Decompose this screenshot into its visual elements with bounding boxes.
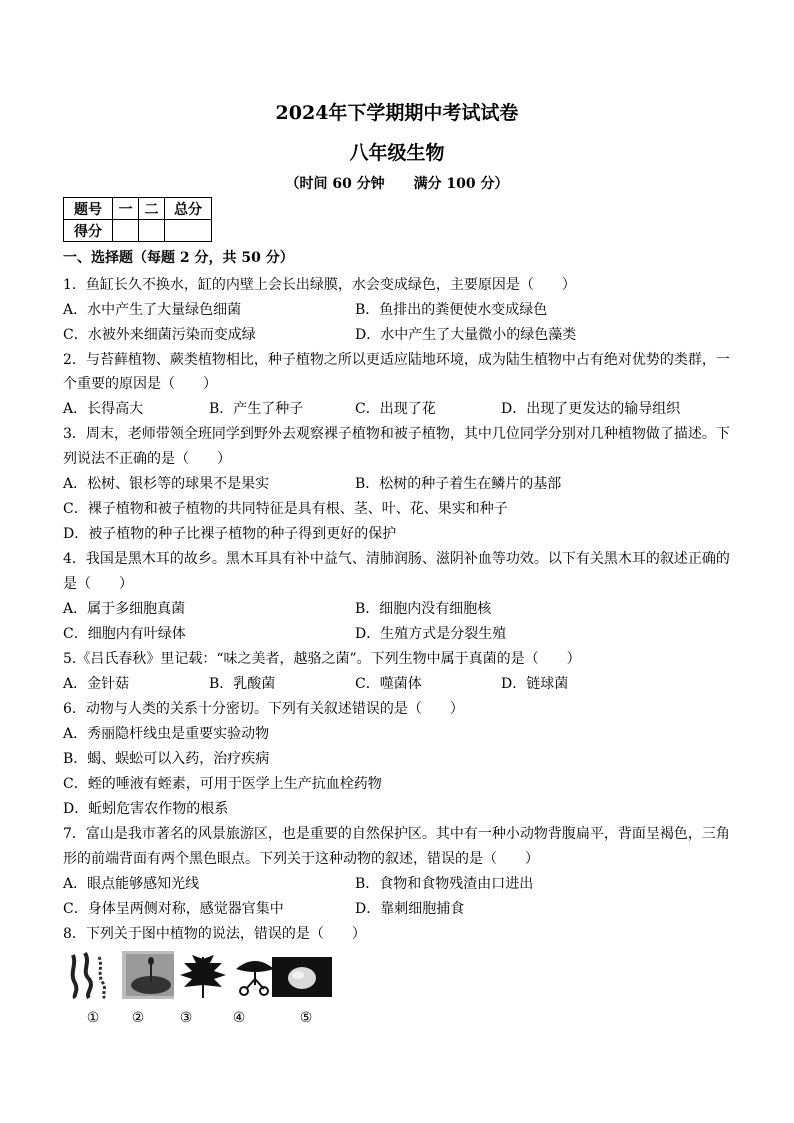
option: C．裸子植物和被子植物的共同特征是具有根、茎、叶、花、果实和种子 — [63, 501, 508, 517]
option: B．产生了种子 — [209, 401, 304, 417]
question-stem: 5.《吕氏春秋》里记载：“味之美者，越骆之菌”。下列生物中属于真菌的是（ ） — [63, 651, 581, 667]
figure-label: ② — [131, 1010, 145, 1026]
option: C．噬菌体 — [355, 676, 422, 692]
option: B．松树的种子着生在鳞片的基部 — [355, 476, 562, 492]
exam-title: 2024年下学期期中考试试卷 — [275, 102, 519, 124]
moss-image — [122, 951, 180, 999]
option: D．靠刺细胞捕食 — [355, 901, 465, 917]
question-stem: 1．鱼缸长久不换水，缸的内壁上会长出绿膜，水会变成绿色，主要原因是（ ） — [63, 277, 576, 293]
option: C．出现了花 — [355, 401, 436, 417]
question-stem: 2．与苔藓植物、蕨类植物相比，种子植物之所以更适应陆地环境，成为陆生植物中占有绝对优势的类群，一 — [63, 352, 730, 368]
score-cell: 一 — [113, 198, 139, 220]
figure-label: ① — [86, 1010, 100, 1026]
option: A．眼点能够感知光线 — [63, 876, 200, 892]
score-input-cell[interactable] — [113, 220, 139, 242]
option: B．蝎、蜈蚣可以入药，治疗疾病 — [63, 751, 270, 767]
option: B．食物和食物残渣由口进出 — [355, 876, 534, 892]
score-input-cell[interactable] — [139, 220, 165, 242]
score-input-cell[interactable] — [165, 220, 212, 242]
score-cell: 二 — [139, 198, 165, 220]
fern-image — [174, 951, 232, 999]
option: A．属于多细胞真菌 — [63, 601, 186, 617]
option: A．金针菇 — [63, 676, 130, 692]
option: D．出现了更发达的输导组织 — [501, 401, 681, 417]
option: B．鱼排出的粪便使水变成绿色 — [355, 302, 548, 318]
section-heading: 一、选择题（每题 2 分，共 50 分） — [63, 250, 294, 266]
option: C．蛭的唾液有蛭素，可用于医学上生产抗血栓药物 — [63, 776, 382, 792]
question-stem: 是（ ） — [63, 576, 133, 592]
option: D．蚯蚓危害农作物的根系 — [63, 801, 229, 817]
exam-time: （时间 60 分钟 — [285, 176, 385, 192]
option: C．细胞内有叶绿体 — [63, 626, 186, 642]
option: B．细胞内没有细胞核 — [355, 601, 492, 617]
score-table-row — [64, 220, 212, 242]
score-cell: 得分 — [64, 220, 113, 242]
option: D．链球菌 — [501, 676, 569, 692]
figure-label: ⑤ — [299, 1010, 313, 1026]
exam-time-info — [0, 173, 794, 193]
option: B．乳酸菌 — [209, 676, 276, 692]
exam-subject: 八年级生物 — [349, 142, 445, 164]
option: D．水中产生了大量微小的绿色藻类 — [355, 327, 577, 343]
exam-full-score: 满分 100 分） — [413, 176, 509, 192]
seed-image — [272, 957, 332, 997]
question-stem: 个重要的原因是（ ） — [63, 376, 217, 392]
option: A．松树、银杉等的球果不是果实 — [63, 476, 270, 492]
question-stem: 3．周末，老师带领全班同学到野外去观察裸子植物和被子植物，其中几位同学分别对几种植物做了描述。下 — [63, 426, 730, 442]
figure-label: ④ — [232, 1010, 246, 1026]
score-table-row — [64, 198, 212, 220]
score-cell: 总分 — [165, 198, 212, 220]
score-table — [63, 197, 212, 242]
option: A．水中产生了大量绿色细菌 — [63, 302, 242, 318]
question-stem: 4．我国是黑木耳的故乡。黑木耳具有补中益气、清肺润肠、滋阴补血等功效。以下有关黑木耳的叙述正确的 — [63, 551, 730, 567]
question-stem: 6．动物与人类的关系十分密切。下列有关叙述错误的是（ ） — [63, 701, 464, 717]
question-stem: 列说法不正确的是（ ） — [63, 451, 231, 467]
score-cell: 题号 — [64, 198, 113, 220]
algae-image — [63, 951, 121, 999]
question-stem: 形的前端背面有两个黑色眼点。下列关于这种动物的叙述，错误的是（ ） — [63, 851, 539, 867]
option: A．长得高大 — [63, 401, 144, 417]
option: D．生殖方式是分裂生殖 — [355, 626, 507, 642]
figure-label: ③ — [179, 1010, 193, 1026]
option: C．水被外来细菌污染而变成绿 — [63, 327, 256, 343]
question-stem: 7．富山是我市著名的风景旅游区，也是重要的自然保护区。其中有一种小动物背腹扁平，背面呈褐色，三角 — [63, 826, 730, 842]
question-stem: 8．下列关于图中植物的说法，错误的是（ ） — [63, 926, 366, 942]
option: C．身体呈两侧对称，感觉器官集中 — [63, 901, 284, 917]
option: D．被子植物的种子比裸子植物的种子得到更好的保护 — [63, 526, 397, 542]
option: A．秀丽隐杆线虫是重要实验动物 — [63, 726, 270, 742]
